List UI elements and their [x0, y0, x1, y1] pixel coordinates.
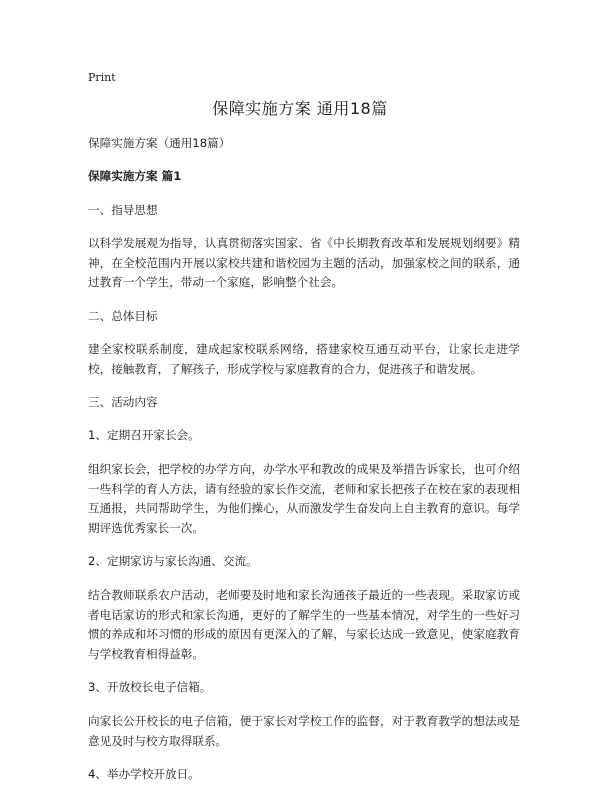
- item-open-day: 4、举办学校开放日。: [88, 766, 200, 781]
- print-link[interactable]: Print: [88, 71, 116, 84]
- heading-activity-content: 三、活动内容: [88, 395, 158, 410]
- item-parent-meeting: 1、定期召开家长会。: [88, 428, 200, 443]
- paragraph-parent-meeting: 组织家长会，把学校的办学方向，办学水平和教改的成果及举措告诉家长，也可介绍一些科学的育人方法，请有经验的家长作交流，老师和家长把孩子在校在家的表现相互通报，共同帮助学生，为他们操心，从而激发学生奋发向上自主教育的意识。每学期评选优秀家长一次。: [88, 461, 520, 536]
- paragraph-overall-goal: 建全家校联系制度，建成起家校联系网络，搭建家校互通互动平台，让家长走进学校，接触教育，了解孩子，形成学校与家庭教育的合力，促进孩子和谐发展。: [88, 342, 520, 376]
- paragraph-guiding-ideology: 以科学发展观为指导，认真贯彻落实国家、省《中长期教育改革和发展规划纲要》精神，在全校范围内开展以家校共建和谐校园为主题的活动，加强家校之间的联系，通过教育一个学生，带动一个家庭，影响整个社会。: [88, 235, 520, 290]
- document-body: [88, 134, 520, 798]
- section-title: 保障实施方案 篇1: [88, 169, 182, 184]
- paragraph-principal-mailbox: 向家长公开校长的电子信箱，便于家长对学校工作的监督，对于教育教学的想法或是意见及时与校方取得联系。: [88, 713, 520, 748]
- item-home-visit: 2、定期家访与家长沟通、交流。: [88, 554, 258, 569]
- subtitle: 保障实施方案（通用18篇）: [88, 136, 231, 150]
- heading-guiding-ideology: 一、指导思想: [88, 202, 158, 217]
- item-principal-mailbox: 3、开放校长电子信箱。: [88, 680, 212, 695]
- heading-overall-goal: 二、总体目标: [88, 308, 158, 323]
- paragraph-home-visit: 结合教师联系农户活动，老师要及时地和家长沟通孩子最近的一些表现。采取家访或者电话家访的形式和家长沟通，更好的了解学生的一些基本情况，对学生的一些好习惯的养成和坏习惯的形成的原因有更深入的了解，与家长达成一致意见，使家庭教育与学校教育相得益彰。: [88, 587, 520, 662]
- document-title: 保障实施方案 通用18篇: [212, 99, 388, 118]
